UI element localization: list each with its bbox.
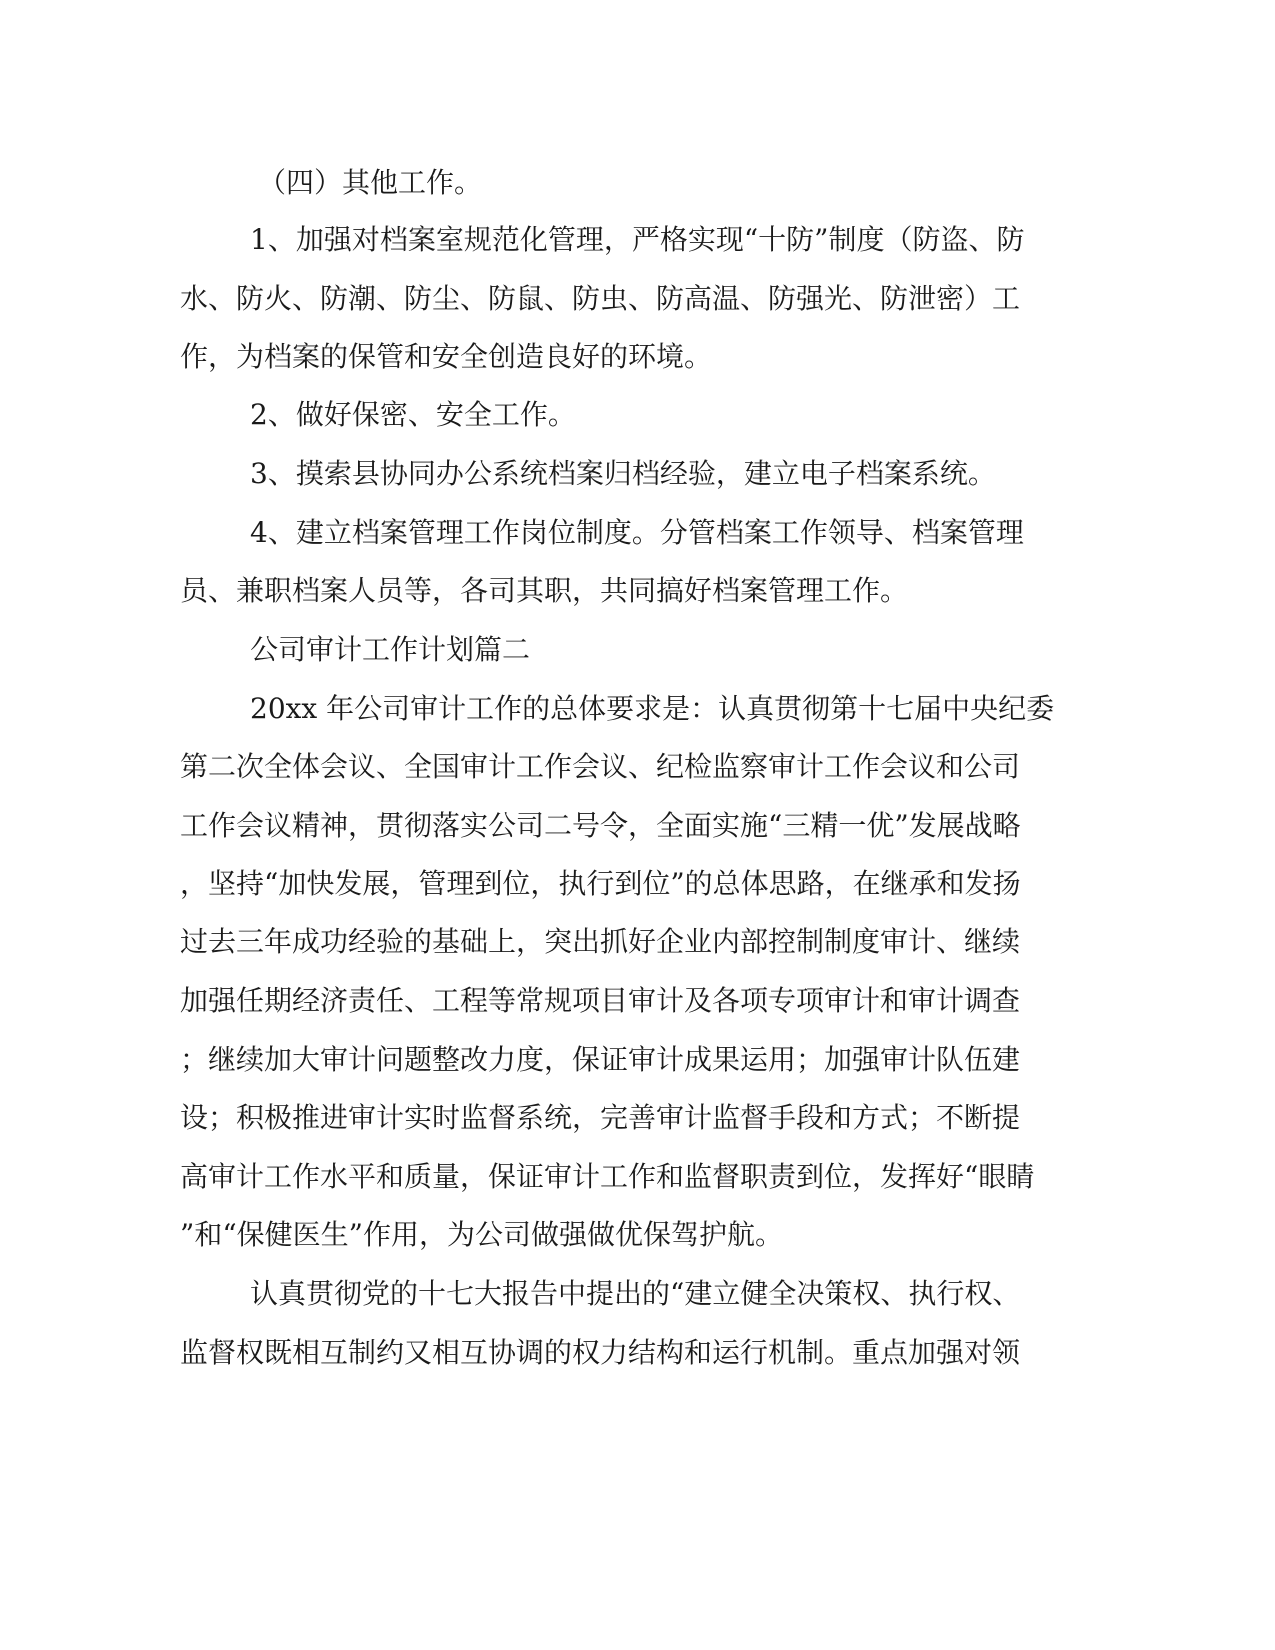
section-heading: （四）其他工作。 [258,166,483,199]
paragraph-line: 高审计工作水平和质量，保证审计工作和监督职责到位，发挥好“眼睛 [180,1160,1035,1193]
paragraph-line: ，坚持“加快发展，管理到位，执行到位”的总体思路，在继承和发扬 [180,867,1021,900]
paragraph-line: 3、摸索县协同办公系统档案归档经验，建立电子档案系统。 [250,457,996,490]
section-title: 公司审计工作计划篇二 [250,633,531,666]
paragraph-line: 20xx 年公司审计工作的总体要求是：认真贯彻第十七届中央纪委 [250,692,1055,725]
paragraph-line: ”和“保健医生”作用，为公司做强做优保驾护航。 [180,1218,783,1251]
paragraph-line: 加强任期经济责任、工程等常规项目审计及各项专项审计和审计调查 [180,984,1021,1017]
paragraph-line: ；继续加大审计问题整改力度，保证审计成果运用；加强审计队伍建 [180,1043,1021,1076]
paragraph-line: 员、兼职档案人员等，各司其职，共同搞好档案管理工作。 [180,574,909,607]
paragraph-line: 监督权既相互制约又相互协调的权力结构和运行机制。重点加强对领 [180,1336,1021,1369]
paragraph-line: 4、建立档案管理工作岗位制度。分管档案工作领导、档案管理 [250,516,1024,549]
paragraph-line: 水、防火、防潮、防尘、防鼠、防虫、防高温、防强光、防泄密）工 [180,282,1021,315]
paragraph-line: 工作会议精神，贯彻落实公司二号令，全面实施“三精一优”发展战略 [180,809,1021,842]
paragraph-line: 作，为档案的保管和安全创造良好的环境。 [180,340,713,373]
paragraph-line: 2、做好保密、安全工作。 [250,398,576,431]
paragraph-line: 过去三年成功经验的基础上，突出抓好企业内部控制制度审计、继续 [180,925,1021,958]
paragraph-line: 设；积极推进审计实时监督系统，完善审计监督手段和方式；不断提 [180,1101,1021,1134]
paragraph-line: 认真贯彻党的十七大报告中提出的“建立健全决策权、执行权、 [250,1277,1021,1310]
paragraph-line: 第二次全体会议、全国审计工作会议、纪检监察审计工作会议和公司 [180,750,1021,783]
paragraph-line: 1、加强对档案室规范化管理，严格实现“十防”制度（防盗、防 [250,223,1025,256]
